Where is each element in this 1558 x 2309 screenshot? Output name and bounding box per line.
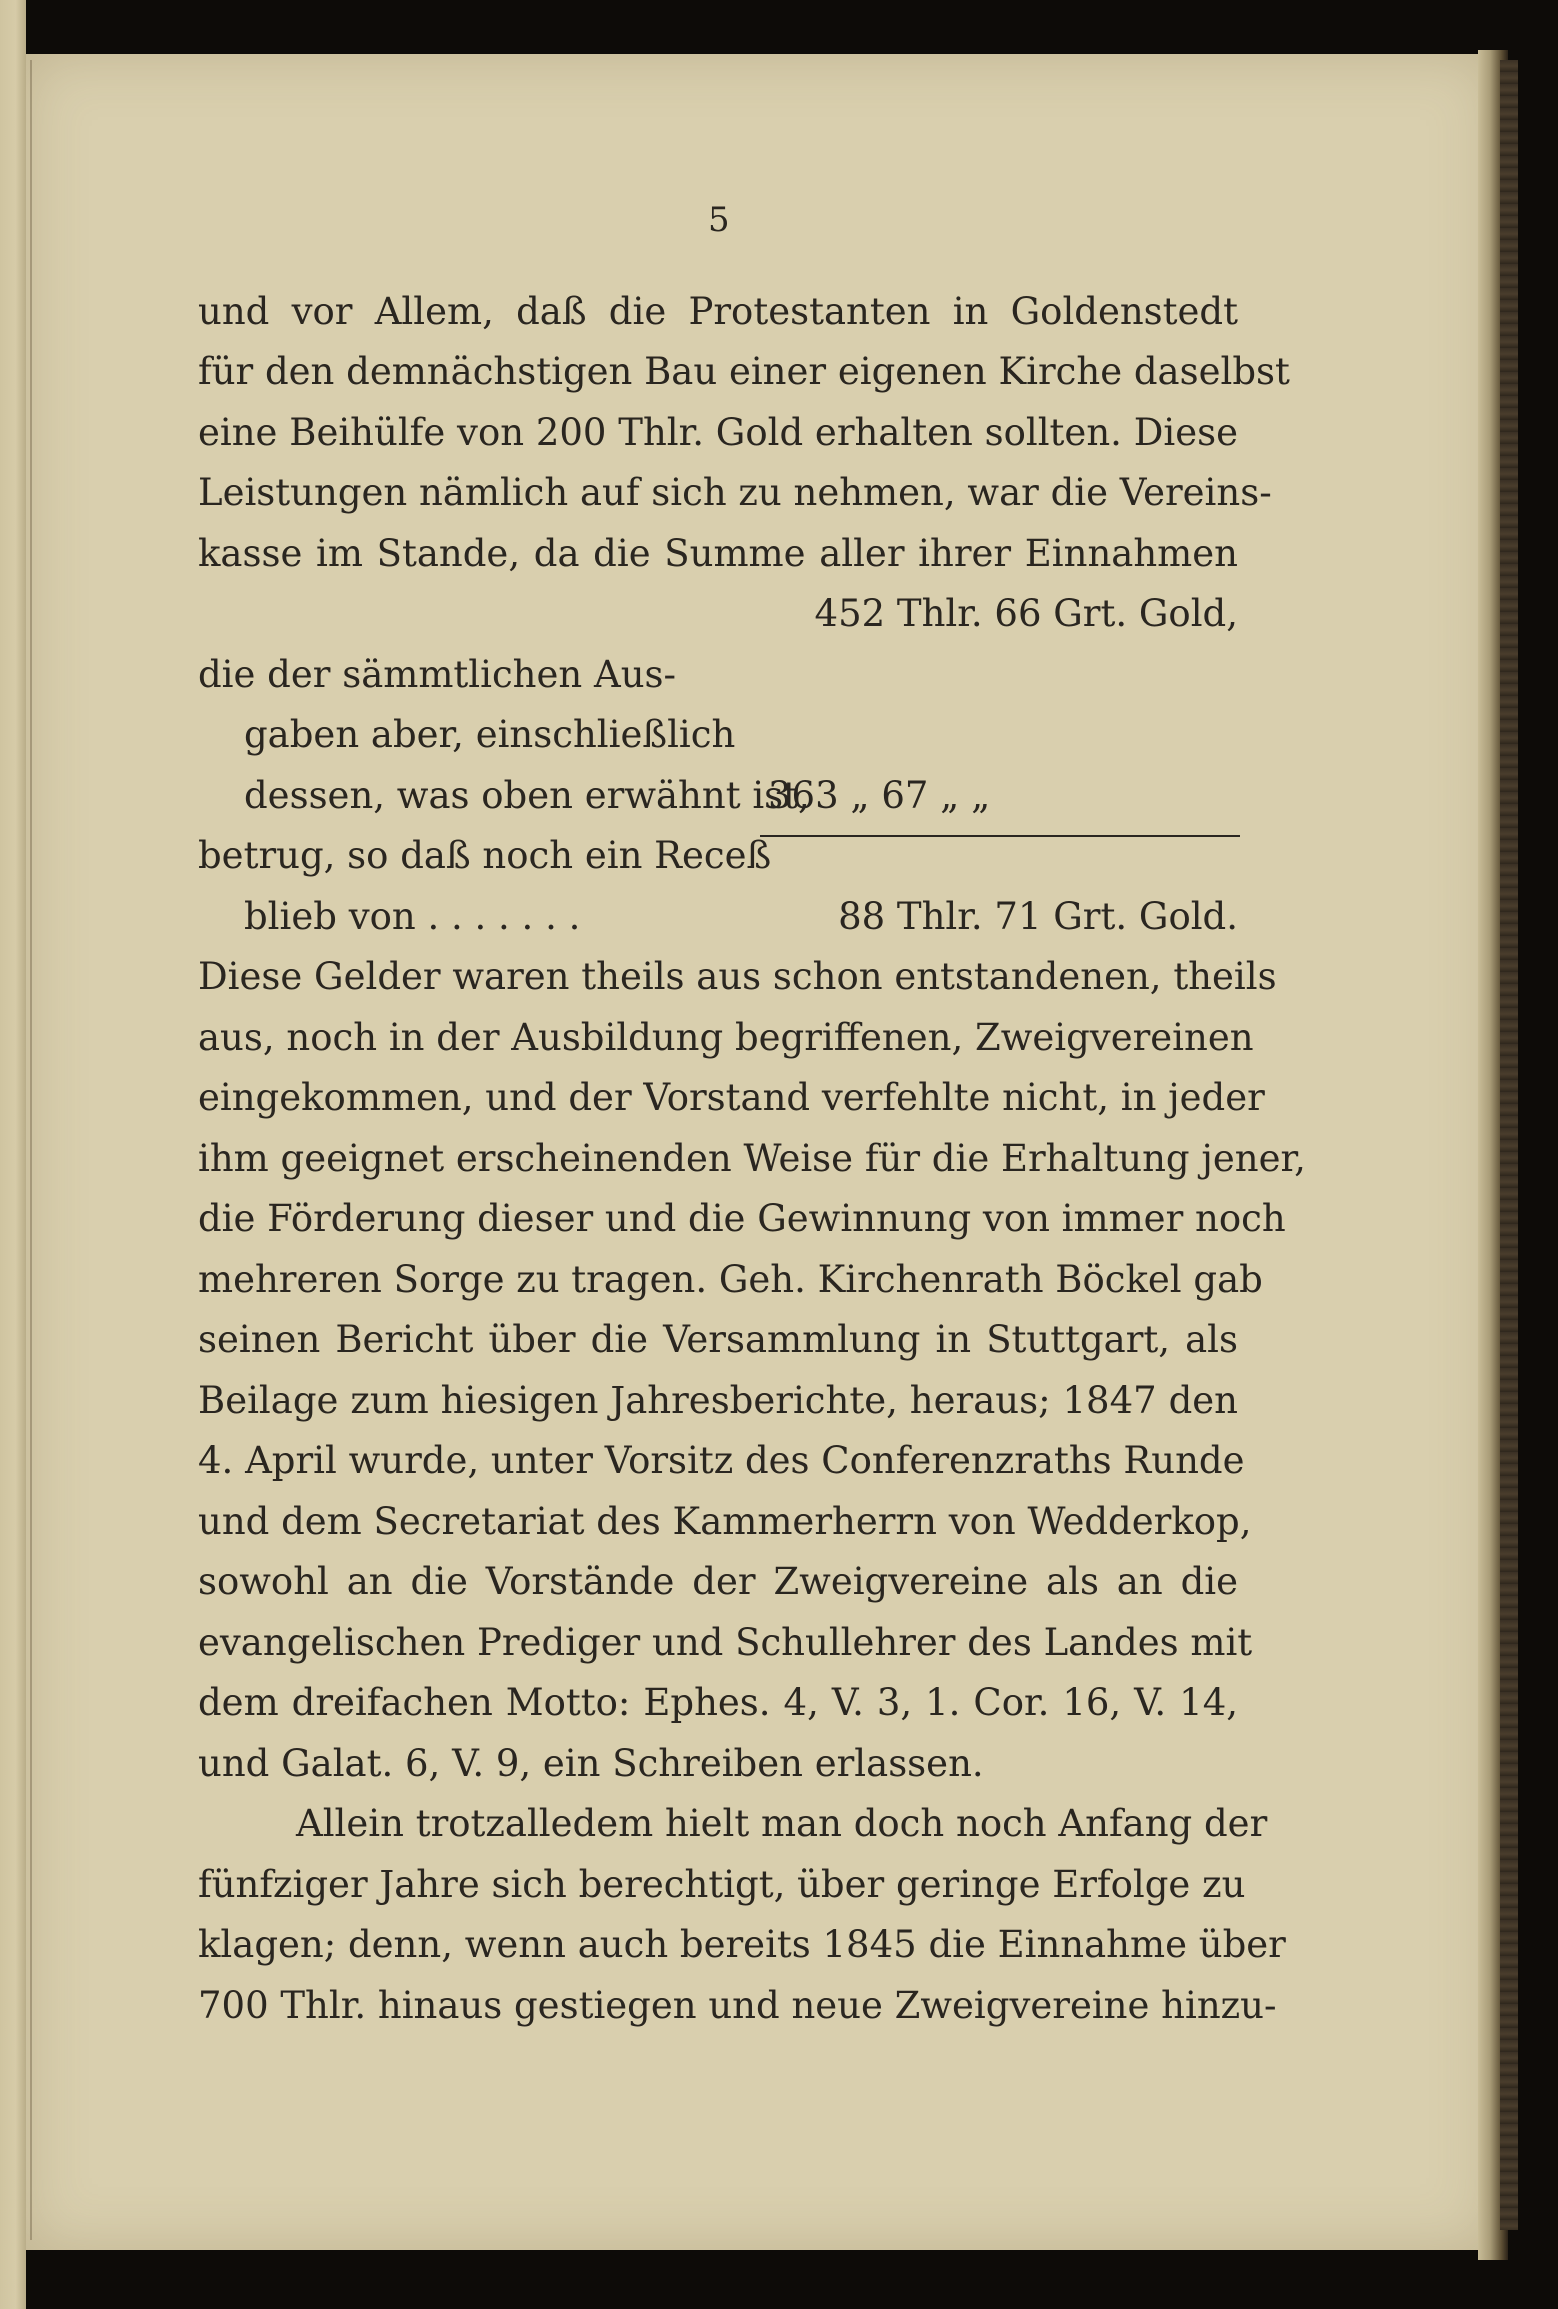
text-line: klagen; denn, wenn auch bereits 1845 die Einnahme über bbox=[198, 1923, 1286, 1966]
page-number: 5 bbox=[708, 200, 730, 240]
text-line: eingekommen, und der Vorstand verfehlte nicht, in jeder bbox=[198, 1076, 1265, 1119]
text-line: aus, noch in der Ausbildung begriffenen, Zweigvereinen bbox=[198, 1016, 1254, 1059]
ledger-label: dessen, was oben erwähnt ist, bbox=[244, 774, 810, 817]
text-line: 4. April wurde, unter Vorsitz des Conferenzraths Runde bbox=[198, 1439, 1245, 1482]
text-line: 700 Thlr. hinaus gestiegen und neue Zweigvereine hinzu- bbox=[198, 1984, 1277, 2027]
text-line: Beilage zum hiesigen Jahresberichte, heraus; 1847 den bbox=[198, 1379, 1238, 1422]
ledger-label: die der sämmtlichen Aus- bbox=[198, 653, 677, 696]
text-line: und Galat. 6, V. 9, ein Schreiben erlassen. bbox=[198, 1742, 984, 1785]
text-line: und vor Allem, daß die Protestanten in Goldenstedt bbox=[198, 290, 1238, 333]
text-line: Leistungen nämlich auf sich zu nehmen, war die Vereins- bbox=[198, 471, 1272, 514]
text-line: Diese Gelder waren theils aus schon entstandenen, theils bbox=[198, 955, 1277, 998]
ledger-label: blieb von . . . . . . . bbox=[244, 895, 581, 938]
text-line: und dem Secretariat des Kammerherrn von Wedderkop, bbox=[198, 1500, 1252, 1543]
text-line: sowohl an die Vorstände der Zweigvereine als an die bbox=[198, 1560, 1238, 1603]
ledger-balance-amount: 88 Thlr. 71 Grt. Gold. bbox=[838, 895, 1238, 938]
ledger-expense-amount: 363 „ 67 „ „ bbox=[768, 774, 991, 817]
sum-rule bbox=[760, 835, 1240, 837]
text-line: mehreren Sorge zu tragen. Geh. Kirchenrath Böckel gab bbox=[198, 1258, 1263, 1301]
text-line: evangelischen Prediger und Schullehrer des Landes mit bbox=[198, 1621, 1253, 1664]
text-line: fünfziger Jahre sich berechtigt, über geringe Erfolge zu bbox=[198, 1863, 1246, 1906]
text-line: Allein trotzalledem hielt man doch noch Anfang der bbox=[296, 1802, 1268, 1845]
text-line: für den demnächstigen Bau einer eigenen Kirche daselbst bbox=[198, 350, 1290, 393]
text-line: seinen Bericht über die Versammlung in Stuttgart, als bbox=[198, 1318, 1238, 1361]
ledger-label: gaben aber, einschließlich bbox=[244, 713, 736, 756]
text-line: kasse im Stande, da die Summe aller ihrer Einnahmen bbox=[198, 532, 1238, 575]
text-line: ihm geeignet erscheinenden Weise für die Erhaltung jener, bbox=[198, 1137, 1306, 1180]
text-line: dem dreifachen Motto: Ephes. 4, V. 3, 1. Cor. 16, V. 14, bbox=[198, 1681, 1238, 1724]
text-line: die Förderung dieser und die Gewinnung von immer noch bbox=[198, 1197, 1286, 1240]
ledger-label: betrug, so daß noch ein Receß bbox=[198, 834, 772, 877]
ledger-income-amount: 452 Thlr. 66 Grt. Gold, bbox=[814, 592, 1238, 635]
text-line: eine Beihülfe von 200 Thlr. Gold erhalten sollten. Diese bbox=[198, 411, 1238, 454]
